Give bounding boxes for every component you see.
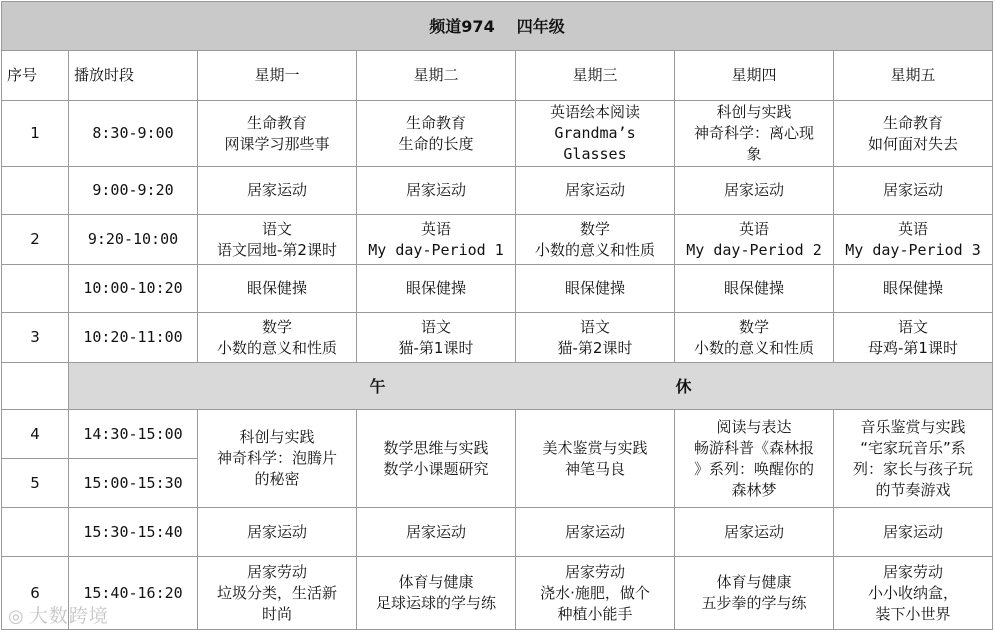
course-cell bbox=[516, 508, 675, 557]
course-cell bbox=[357, 508, 516, 557]
cell-line: 居家运动 bbox=[246, 522, 307, 541]
cell-line: 语文 bbox=[579, 317, 610, 336]
cell-line: 眼保健操 bbox=[246, 279, 307, 297]
cell-line: 时尚 bbox=[261, 604, 292, 623]
row-time: 15:00-15:30 bbox=[69, 459, 198, 508]
table-row bbox=[2, 557, 993, 630]
cell-line: 装下小世界 bbox=[875, 604, 951, 623]
course-cell bbox=[675, 265, 834, 313]
course-cell bbox=[198, 101, 357, 167]
course-cell bbox=[516, 410, 675, 508]
course-cell bbox=[357, 557, 516, 630]
header-day-3: 星期三 bbox=[516, 51, 675, 101]
cell-line: 居家运动 bbox=[723, 522, 784, 541]
course-cell bbox=[516, 215, 675, 265]
course-cell bbox=[198, 265, 357, 313]
cell-line: 居家劳动 bbox=[246, 562, 307, 581]
cell-line: 体育与健康 bbox=[398, 573, 474, 591]
row-index bbox=[2, 167, 69, 215]
course-cell bbox=[516, 313, 675, 363]
course-cell bbox=[198, 167, 357, 215]
cell-line: 语文 bbox=[898, 317, 929, 336]
table-row bbox=[2, 265, 993, 313]
cell-line: 居家劳动 bbox=[883, 562, 944, 581]
course-cell bbox=[675, 313, 834, 363]
cell-line: 母鸡-第1课时 bbox=[868, 338, 958, 357]
cell-line: 数学思维与实践 bbox=[383, 438, 489, 457]
cell-line: My day-Period 3 bbox=[845, 240, 981, 259]
cell-line: 足球运球的学与练 bbox=[375, 594, 496, 612]
cell-line: 神奇科学：泡腾片 bbox=[216, 449, 337, 467]
course-cell bbox=[516, 101, 675, 167]
cell-line: 神笔马良 bbox=[564, 459, 625, 478]
cell-line: 眼保健操 bbox=[883, 279, 944, 297]
row-time: 15:30-15:40 bbox=[69, 508, 198, 557]
table-row bbox=[2, 313, 993, 363]
cell-line: 眼保健操 bbox=[564, 279, 625, 297]
row-index bbox=[2, 508, 69, 557]
row-time: 9:20-10:00 bbox=[69, 215, 198, 265]
lunch-right: 休 bbox=[675, 376, 692, 396]
cell-line: 眼保健操 bbox=[723, 279, 784, 297]
row-index: 5 bbox=[2, 459, 69, 508]
course-cell bbox=[675, 508, 834, 557]
course-cell bbox=[357, 215, 516, 265]
cell-line: 小小收纳盒， bbox=[868, 583, 959, 602]
cell-line: 生命教育 bbox=[246, 113, 307, 132]
table-row bbox=[2, 167, 993, 215]
cell-line: 英语绘本阅读 bbox=[549, 103, 640, 121]
row-time: 10:00-10:20 bbox=[69, 265, 198, 313]
row-index: 1 bbox=[2, 101, 69, 167]
row-time: 9:00-9:20 bbox=[69, 167, 198, 215]
table-row bbox=[2, 410, 993, 459]
course-cell bbox=[516, 167, 675, 215]
header-day-4: 星期四 bbox=[675, 51, 834, 101]
course-cell bbox=[198, 508, 357, 557]
cell-line: 居家运动 bbox=[405, 181, 466, 199]
table-row bbox=[2, 215, 993, 265]
row-index: 2 bbox=[2, 215, 69, 265]
course-cell bbox=[834, 557, 993, 630]
row-index: 6 bbox=[2, 557, 69, 630]
course-cell bbox=[357, 265, 516, 313]
cell-line: 居家运动 bbox=[564, 522, 625, 541]
course-cell bbox=[834, 215, 993, 265]
watermark-logo-icon: ◎ bbox=[8, 606, 25, 627]
cell-line: 小数的意义和性质 bbox=[534, 240, 655, 259]
cell-line: 森林梦 bbox=[731, 480, 777, 499]
table-row bbox=[2, 101, 993, 167]
cell-line: Grandma’s bbox=[554, 124, 636, 142]
cell-line: 英语 bbox=[738, 219, 769, 238]
row-time: 8:30-9:00 bbox=[69, 101, 198, 167]
cell-line: 居家运动 bbox=[246, 181, 307, 199]
cell-line: 音乐鉴赏与实践 bbox=[860, 417, 966, 436]
cell-line: “宅家玩音乐”系 bbox=[860, 438, 966, 457]
course-cell bbox=[516, 265, 675, 313]
cell-line: 数学 bbox=[261, 317, 292, 336]
lunch-break bbox=[69, 363, 993, 410]
cell-line: 居家运动 bbox=[883, 181, 944, 199]
cell-line: My day-Period 1 bbox=[368, 240, 504, 259]
course-cell bbox=[834, 410, 993, 508]
course-cell bbox=[198, 313, 357, 363]
cell-line: 语文 bbox=[420, 317, 451, 336]
course-cell bbox=[357, 167, 516, 215]
course-cell bbox=[357, 410, 516, 508]
cell-line: 居家运动 bbox=[723, 181, 784, 199]
course-cell bbox=[834, 313, 993, 363]
cell-line: 小数的意义和性质 bbox=[693, 338, 814, 357]
header-day-1: 星期一 bbox=[198, 51, 357, 101]
cell-line: 生命的长度 bbox=[398, 134, 474, 153]
lunch-left: 午 bbox=[369, 376, 386, 396]
cell-line: 畅游科普《森林报 bbox=[693, 438, 814, 457]
cell-line: My day-Period 2 bbox=[686, 240, 822, 259]
row-index: 3 bbox=[2, 313, 69, 363]
course-cell bbox=[675, 215, 834, 265]
course-cell bbox=[198, 410, 357, 508]
course-cell bbox=[198, 557, 357, 630]
course-cell bbox=[357, 313, 516, 363]
cell-line: 象 bbox=[746, 145, 762, 163]
channel-label: 频道974 bbox=[429, 16, 495, 36]
cell-line: 种植小能手 bbox=[557, 604, 633, 623]
course-cell bbox=[834, 508, 993, 557]
cell-line: 垃圾分类，生活新 bbox=[216, 583, 337, 602]
header-index: 序号 bbox=[2, 51, 69, 101]
grade-label: 四年级 bbox=[516, 16, 565, 36]
cell-line: 数学小课题研究 bbox=[383, 459, 489, 478]
cell-line: 列：家长与孩子玩 bbox=[853, 459, 974, 478]
cell-line: 居家运动 bbox=[405, 522, 466, 541]
cell-line: 如何面对失去 bbox=[868, 134, 959, 153]
cell-line: 的秘密 bbox=[254, 470, 300, 488]
cell-line: 英语 bbox=[420, 219, 451, 238]
cell-line: 科创与实践 bbox=[239, 428, 315, 446]
cell-line: 英语 bbox=[898, 219, 929, 238]
course-cell bbox=[516, 557, 675, 630]
cell-line: 体育与健康 bbox=[716, 573, 792, 591]
cell-line: 美术鉴赏与实践 bbox=[542, 438, 648, 457]
course-cell bbox=[675, 101, 834, 167]
table-row bbox=[2, 508, 993, 557]
cell-line: 五步拳的学与练 bbox=[701, 594, 807, 612]
cell-line: 生命教育 bbox=[405, 113, 466, 132]
cell-line: 居家运动 bbox=[883, 522, 944, 541]
cell-line: 数学 bbox=[738, 317, 769, 336]
course-cell bbox=[198, 215, 357, 265]
cell-line: 居家运动 bbox=[564, 181, 625, 199]
cell-line: 语文园地-第2课时 bbox=[217, 240, 337, 259]
header-time: 播放时段 bbox=[69, 51, 198, 101]
course-cell bbox=[834, 167, 993, 215]
row-time: 15:40-16:20 bbox=[69, 557, 198, 630]
lunch-row bbox=[2, 363, 993, 410]
cell-line: 神奇科学：离心现 bbox=[693, 124, 814, 142]
course-cell bbox=[357, 101, 516, 167]
cell-line: Glasses bbox=[563, 145, 627, 163]
course-cell bbox=[834, 265, 993, 313]
course-cell bbox=[834, 101, 993, 167]
cell-line: 小数的意义和性质 bbox=[216, 338, 337, 357]
cell-line: 阅读与表达 bbox=[716, 417, 792, 436]
table-title bbox=[2, 2, 993, 51]
course-cell bbox=[675, 557, 834, 630]
cell-line: 》系列：唤醒你的 bbox=[693, 459, 814, 478]
cell-line: 猫-第2课时 bbox=[557, 338, 633, 357]
cell-line: 眼保健操 bbox=[405, 279, 466, 297]
cell-line: 的节奏游戏 bbox=[875, 480, 951, 499]
schedule-table bbox=[1, 1, 993, 630]
row-index bbox=[2, 265, 69, 313]
row-time: 10:20-11:00 bbox=[69, 313, 198, 363]
lunch-empty bbox=[2, 363, 69, 410]
cell-line: 数学 bbox=[579, 219, 610, 238]
cell-line: 浇水·施肥，做个 bbox=[540, 583, 650, 602]
row-time: 14:30-15:00 bbox=[69, 410, 198, 459]
row-index: 4 bbox=[2, 410, 69, 459]
cell-line: 网课学习那些事 bbox=[224, 134, 330, 153]
course-cell bbox=[675, 167, 834, 215]
cell-line: 生命教育 bbox=[883, 113, 944, 132]
header-day-2: 星期二 bbox=[357, 51, 516, 101]
cell-line: 猫-第1课时 bbox=[398, 338, 474, 357]
cell-line: 居家劳动 bbox=[564, 562, 625, 581]
cell-line: 科创与实践 bbox=[716, 103, 792, 121]
header-day-5: 星期五 bbox=[834, 51, 993, 101]
course-cell bbox=[675, 410, 834, 508]
cell-line: 语文 bbox=[261, 219, 292, 238]
watermark: ◎ 大数跨境 bbox=[8, 605, 109, 627]
